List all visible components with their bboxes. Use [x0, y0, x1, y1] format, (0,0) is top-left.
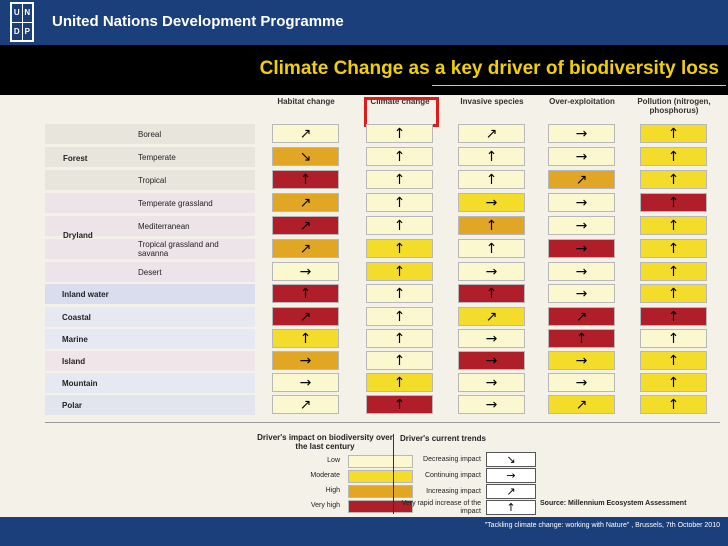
trend-arrow-up-right-icon: ↗: [575, 308, 588, 325]
trend-arrow-right-icon: →: [485, 194, 498, 211]
trend-legend-title: Driver's current trends: [400, 434, 486, 443]
impact-cell: [458, 239, 525, 258]
trend-arrow-right-icon: →: [575, 125, 588, 142]
trend-arrow-right-icon: →: [575, 263, 588, 280]
impact-cell: [366, 351, 433, 370]
impact-cell: [366, 124, 433, 143]
trend-arrow-up-icon: ↑: [393, 285, 406, 302]
column-header-3: Over-exploitation: [549, 97, 615, 106]
trend-arrow-right-icon: →: [575, 240, 588, 257]
impact-legend-title: Driver's impact on biodiversity over the last century: [257, 433, 393, 451]
impact-cell: [458, 373, 525, 392]
impact-cell: [458, 170, 525, 189]
impact-cell: [640, 284, 707, 303]
ecosystem-label: Marine: [62, 335, 88, 344]
trend-arrow-up-icon: ↑: [667, 217, 680, 234]
climate-change-highlight: [364, 97, 439, 127]
trend-arrow-up-icon: ↑: [485, 171, 498, 188]
legend-divider: [45, 422, 720, 423]
impact-cell: [272, 170, 339, 189]
impact-cell: [548, 307, 615, 326]
footer-text: "Tackling climate change: working with Nature" , Brussels, 7th October 2010: [484, 522, 720, 529]
trend-legend-box: [486, 484, 536, 499]
impact-cell: [366, 284, 433, 303]
trend-arrow-up-right-icon: ↗: [299, 125, 312, 142]
trend-arrow-up-right-icon: ↗: [575, 171, 588, 188]
trend-arrow-up-icon: ↑: [393, 396, 406, 413]
trend-arrow-up-right-icon: ↗: [299, 240, 312, 257]
ecosystem-label: Island: [62, 357, 86, 366]
ecosystem-label: Boreal: [138, 130, 162, 139]
trend-arrow-up-right-icon: ↗: [485, 308, 498, 325]
group-label-forest: Forest: [63, 154, 88, 163]
trend-arrow-up-icon: ↑: [393, 125, 406, 142]
impact-cell: [640, 216, 707, 235]
trend-arrow-right-icon: →: [299, 374, 312, 391]
ecosystem-label: Polar: [62, 401, 83, 410]
ecosystem-label: Temperate: [138, 153, 176, 162]
undp-logo: U N D P: [10, 2, 34, 42]
ecosystem-label: Coastal: [62, 313, 91, 322]
impact-cell: [640, 395, 707, 414]
trend-arrow-up-right-icon: ↗: [575, 396, 588, 413]
trend-arrow-up-icon: ↑: [393, 240, 406, 257]
source-note: Source: Millennium Ecosystem Assessment: [540, 500, 687, 507]
title-bar: [0, 45, 728, 95]
trend-arrow-up-right-icon: ↗: [299, 308, 312, 325]
trend-arrow-up-right-icon: ↗: [299, 396, 312, 413]
impact-cell: [272, 373, 339, 392]
impact-cell: [272, 284, 339, 303]
impact-cell: [458, 193, 525, 212]
impact-cell: [366, 239, 433, 258]
impact-cell: [272, 329, 339, 348]
trend-arrow-up-icon: ↑: [393, 217, 406, 234]
impact-cell: [548, 329, 615, 348]
trend-arrow-up-icon: ↑: [667, 171, 680, 188]
impact-cell: [548, 124, 615, 143]
impact-cell: [548, 147, 615, 166]
trend-arrow-up-icon: ↑: [393, 263, 406, 280]
impact-cell: [640, 124, 707, 143]
trend-arrow-up-icon: ↑: [393, 330, 406, 347]
trend-arrow-up-icon: ↑: [667, 352, 680, 369]
trend-arrow-down-right-icon: ↘: [299, 148, 312, 165]
impact-cell: [366, 307, 433, 326]
impact-cell: [548, 239, 615, 258]
trend-arrow-up-icon: ↑: [667, 330, 680, 347]
trend-arrow-up-icon: ↑: [393, 171, 406, 188]
impact-cell: [366, 216, 433, 235]
column-header-2: Invasive species: [460, 97, 524, 106]
column-header-1: Climate change: [370, 97, 430, 106]
slide-title: Climate Change as a key driver of biodiversity loss: [259, 58, 719, 79]
impact-cell: [548, 284, 615, 303]
impact-cell: [458, 329, 525, 348]
impact-legend-label: Low: [327, 457, 340, 464]
trend-arrow-right-icon: →: [575, 194, 588, 211]
trend-arrow-right-icon: →: [485, 263, 498, 280]
ecosystem-label: Mediterranean: [138, 222, 190, 231]
trend-arrow-up-right-icon: ↗: [299, 217, 312, 234]
trend-legend-box: [486, 500, 536, 515]
impact-legend-label: Moderate: [310, 472, 340, 479]
trend-arrow-up-right-icon: ↗: [506, 484, 516, 498]
ecosystem-label: Temperate grassland: [138, 199, 213, 208]
trend-arrow-right-icon: →: [575, 352, 588, 369]
impact-cell: [366, 193, 433, 212]
impact-cell: [548, 170, 615, 189]
trend-arrow-up-icon: ↑: [393, 148, 406, 165]
trend-arrow-right-icon: →: [485, 330, 498, 347]
impact-cell: [272, 147, 339, 166]
impact-cell: [640, 262, 707, 281]
impact-cell: [640, 307, 707, 326]
trend-legend-label: Decreasing impact: [423, 456, 481, 463]
trend-arrow-right-icon: →: [485, 352, 498, 369]
impact-cell: [272, 262, 339, 281]
trend-arrow-up-icon: ↑: [667, 374, 680, 391]
trend-arrow-up-icon: ↑: [485, 217, 498, 234]
impact-cell: [366, 329, 433, 348]
impact-cell: [640, 329, 707, 348]
legend-separator: [393, 434, 394, 514]
trend-arrow-up-right-icon: ↗: [485, 125, 498, 142]
trend-arrow-right-icon: →: [485, 396, 498, 413]
impact-cell: [548, 216, 615, 235]
footer-bar: [0, 517, 728, 546]
impact-cell: [272, 239, 339, 258]
impact-cell: [458, 216, 525, 235]
impact-cell: [366, 147, 433, 166]
trend-arrow-up-icon: ↑: [667, 263, 680, 280]
impact-cell: [272, 351, 339, 370]
trend-arrow-right-icon: →: [575, 217, 588, 234]
impact-cell: [548, 193, 615, 212]
impact-cell: [272, 216, 339, 235]
trend-arrow-up-icon: ↑: [667, 308, 680, 325]
trend-arrow-up-icon: ↑: [393, 374, 406, 391]
trend-arrow-up-icon: ↑: [667, 125, 680, 142]
group-label-dryland: Dryland: [63, 231, 93, 240]
impact-cell: [272, 395, 339, 414]
title-underline: [432, 85, 726, 86]
trend-arrow-up-icon: ↑: [393, 194, 406, 211]
impact-cell: [366, 262, 433, 281]
trend-arrow-right-icon: →: [506, 468, 516, 482]
ecosystem-label: Mountain: [62, 379, 98, 388]
ecosystem-label: Tropical: [138, 176, 167, 185]
column-header-4: Pollution (nitrogen, phosphorus): [637, 97, 711, 115]
impact-cell: [272, 307, 339, 326]
impact-cell: [458, 147, 525, 166]
trend-legend-label: Increasing impact: [426, 488, 481, 495]
trend-legend-box: [486, 468, 536, 483]
trend-arrow-up-icon: ↑: [667, 194, 680, 211]
trend-arrow-up-right-icon: ↗: [299, 194, 312, 211]
trend-arrow-right-icon: →: [485, 374, 498, 391]
trend-arrow-up-icon: ↑: [299, 285, 312, 302]
trend-arrow-up-icon: ↑: [299, 330, 312, 347]
ecosystem-label: Inland water: [62, 290, 109, 299]
top-bar: [0, 0, 728, 45]
trend-legend-label: Very rapid increase of the impact: [401, 500, 481, 515]
ecosystem-label: Desert: [138, 268, 162, 277]
trend-arrow-right-icon: →: [575, 285, 588, 302]
impact-cell: [458, 351, 525, 370]
org-name: United Nations Development Programme: [52, 13, 344, 30]
trend-arrow-down-right-icon: ↘: [506, 452, 516, 466]
impact-legend-label: High: [325, 487, 340, 494]
impact-cell: [548, 373, 615, 392]
trend-legend-box: [486, 452, 536, 467]
impact-cell: [640, 373, 707, 392]
impact-cell: [366, 170, 433, 189]
impact-cell: [458, 395, 525, 414]
trend-arrow-right-icon: →: [575, 374, 588, 391]
impact-cell: [640, 351, 707, 370]
trend-arrow-right-icon: →: [299, 352, 312, 369]
trend-arrow-up-icon: ↑: [299, 171, 312, 188]
trend-arrow-right-icon: →: [575, 148, 588, 165]
trend-arrow-up-icon: ↑: [667, 396, 680, 413]
impact-legend-label: Very high: [310, 502, 340, 509]
trend-legend-label: Continuing impact: [424, 472, 481, 479]
trend-arrow-up-icon: ↑: [506, 500, 516, 514]
trend-arrow-up-icon: ↑: [575, 330, 588, 347]
impact-cell: [548, 395, 615, 414]
impact-cell: [548, 262, 615, 281]
impact-cell: [272, 193, 339, 212]
trend-arrow-up-icon: ↑: [393, 308, 406, 325]
impact-cell: [548, 351, 615, 370]
impact-cell: [458, 284, 525, 303]
trend-arrow-up-icon: ↑: [667, 285, 680, 302]
trend-arrow-right-icon: →: [299, 263, 312, 280]
impact-cell: [366, 373, 433, 392]
ecosystem-label: Tropical grassland and savanna: [138, 240, 219, 258]
impact-cell: [458, 307, 525, 326]
impact-cell: [640, 193, 707, 212]
impact-cell: [272, 124, 339, 143]
trend-arrow-up-icon: ↑: [485, 240, 498, 257]
impact-cell: [458, 262, 525, 281]
trend-arrow-up-icon: ↑: [485, 148, 498, 165]
impact-cell: [640, 170, 707, 189]
impact-cell: [640, 147, 707, 166]
impact-cell: [366, 395, 433, 414]
trend-arrow-up-icon: ↑: [667, 148, 680, 165]
trend-arrow-up-icon: ↑: [393, 352, 406, 369]
column-header-0: Habitat change: [277, 97, 335, 106]
trend-arrow-up-icon: ↑: [485, 285, 498, 302]
impact-cell: [458, 124, 525, 143]
trend-arrow-up-icon: ↑: [667, 240, 680, 257]
impact-cell: [640, 239, 707, 258]
